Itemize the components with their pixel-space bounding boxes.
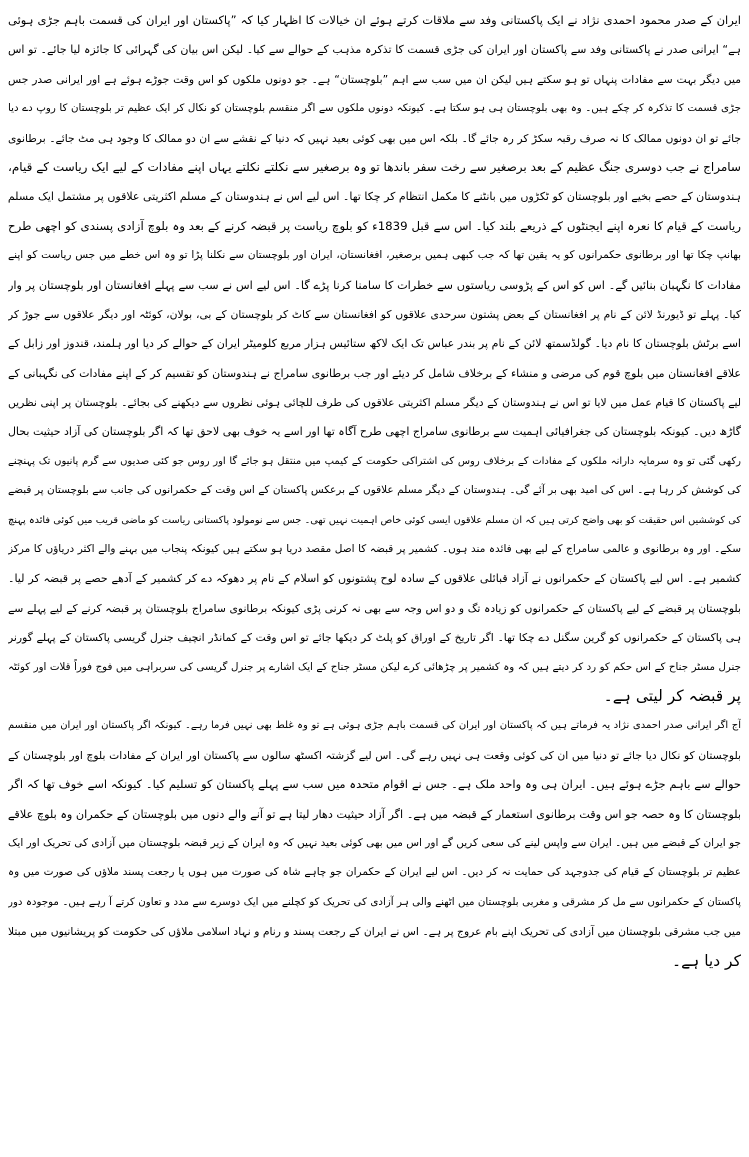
text-line: اسے برٹش بلوچستان کا نام دیا۔ گولڈسمتھ لائن کے نام پر بندر عباس تک ایک لاکھ ستائیس ہزار مربع کلومیٹر ایران کے حوالے کر دیا اور ہلمند، قندوز اور زابل کے bbox=[8, 337, 741, 351]
text-line: جائے تو ان دونوں ممالک کا نہ صرف رقبہ سکڑ کر رہ جائے گا۔ بلکہ اس میں بھی کوئی بعید نہیں کہ دنیا کے نقشے سے ان دو ممالک کا وجود ہی مٹ جائے۔ برطانوی bbox=[8, 131, 741, 145]
text-line: جڑی قسمت کا تذکرہ کر چکے ہیں۔ وہ بھی بلوچستان ہی ہو سکتا ہے۔ کیونکہ دونوں ملکوں سے اگر منقسم بلوچستان کو نکال کر ایک عظیم تر بلوچستان کا روپ دے دیا bbox=[8, 102, 741, 115]
text-line: کی کوشش کر رہا ہے۔ اس کی امید بھی بر آئے گی۔ ہندوستان کے دیگر مسلم علاقوں کے برعکس پاکستان کے اس وقت کے حکمرانوں کی جانب سے بلوچستان پر قبضے bbox=[8, 484, 741, 497]
text-line: گاڑھ دیں۔ کیونکہ بلوچستان کی جغرافیائی اہمیت سے برطانوی سامراج اچھی طرح آگاہ تھا اور اسے یہ خوف بھی لاحق تھا کہ اگر بلوچستان کی آزاد حیثیت بحال bbox=[8, 425, 741, 439]
text-line: ہندوستان کے حصے بخیے اور بلوچستان کو ٹکڑوں میں بانٹنے کا مکمل انتظام کر چکا تھا۔ اس لیے اس نے ہندوستان کے مسلم اکثریتی علاقوں پر مشتمل ایک مسلم bbox=[8, 190, 741, 204]
text-line: عظیم تر بلوچستان کے قیام کی جدوجہد کی حمایت نہ کر دیں۔ اس لیے ایران کے حکمران جو چاہے شاہ کی صورت میں ہوں یا رجعت پسند ملاؤں کی صورت میں وہ bbox=[8, 866, 741, 879]
text-line: سامراج نے جب دوسری جنگ عظیم کے بعد برصغیر سے رخت سفر باندھا تو وہ برصغیر سے نکلتے نکلتے یہاں اپنے مفادات کے لیے ایک ریاست کے قیام، bbox=[8, 159, 741, 174]
text-line: رکھی گئی تو وہ سرمایہ دارانہ ملکوں کے مفادات کے برخلاف روس کی اشتراکی حکومت کے کیمپ میں منتقل ہو جائے گا اور روس جو کئی صدیوں سے گرم پانیوں تک پہنچنے bbox=[8, 455, 741, 467]
text-line: ریاست کے قیام کا نعرہ اپنے ایجنٹوں کے ذریعے بلند کیا۔ اس سے قبل 1839ء کو بلوچ ریاست پر قبضہ کرنے کے بعد وہ بلوچ آزادی پسندی کو اچھی طرح bbox=[8, 218, 741, 233]
text-line: مفادات کا نگہبان بنائیں گے۔ اس کو اس کے پڑوسی ریاستوں سے خطرات کا سامنا کرنا پڑے گا۔ اس لیے اس نے سب سے پہلے افغانستان اور بلوچستان پر وار bbox=[8, 278, 741, 292]
text-line: پاکستان کے حکمرانوں سے مل کر مشرقی و مغربی بلوچستان میں اٹھنے والی ہر آزادی کی تحریک کو کچلنے میں ایک دوسرے سے مدد و تعاون کرتے آ رہے ہیں۔ موجودہ دور bbox=[8, 895, 741, 908]
paragraph-2 bbox=[8, 711, 741, 976]
text-line: ہی پاکستان کے حکمرانوں کو گرین سگنل دے چکا تھا۔ اگر تاریخ کے اوراق کو پلٹ کر دیکھا جائے تو اس وقت کے کمانڈر انچیف جنرل گریسی پاکستان کے پہلے گورنر bbox=[8, 631, 741, 645]
text-line: آج اگر ایرانی صدر احمدی نژاد یہ فرماتے ہیں کہ پاکستان اور ایران کی قسمت باہم جڑی ہوئی ہے تو وہ غلط بھی نہیں فرما رہے۔ کیونکہ اگر پاکستان اور ایران میں منقسم bbox=[8, 720, 741, 732]
text-line: جنرل مسٹر جناح کے اس حکم کو رد کر دیتے ہیں کہ وہ کشمیر پر چڑھائی کرے لیکن مسٹر جناح کے ایک اشارے پر جنرل گریسی کی سربراہی میں فوج فوراً قلات اور کوئٹہ bbox=[8, 660, 741, 673]
text-line: بھانپ چکا تھا اور برطانوی حکمرانوں کو یہ یقین تھا کہ جب کبھی ہمیں برصغیر، افغانستان، ایران اور بلوچستان سے نکلنا پڑا تو وہ اس خطے میں جس ریاست کو اپنے bbox=[8, 249, 741, 262]
text-line: کر دیا ہے۔ bbox=[672, 951, 741, 970]
text-line: سکے۔ اور وہ برطانوی و عالمی سامراج کے لیے بھی فائدہ مند ہوں۔ کشمیر پر قبضہ کا اصل مقصد دریا ہو سکتے ہیں کیونکہ پنجاب میں بہنے والے اکثر دریاؤں کا مرکز bbox=[8, 543, 741, 556]
text-line: جو ایران کے قبضے میں ہیں۔ ایران سے واپس لینے کی سعی کریں گے اور اس میں بھی کوئی بعید نہیں کہ وہ ایران کے زیر قبضہ بلوچستان میں آزادی کی تحریک اور ایک bbox=[8, 836, 741, 849]
paragraph-1 bbox=[8, 6, 741, 711]
text-line: حوالے سے باہم جڑے ہوئے ہیں۔ ایران ہی وہ واحد ملک ہے۔ جس نے اقوام متحدہ میں سب سے پہلے پاکستان کو تسلیم کیا۔ کیونکہ اسے خوف تھا کہ اگر bbox=[8, 777, 741, 792]
text-line: علاقے افغانستان میں بلوچ قوم کی مرضی و منشاء کے برخلاف شامل کر دیئے اور جب برطانوی سامراج نے ہندوستان کو تقسیم کر کے اپنے مفادات کی نگہبانی کے bbox=[8, 366, 741, 380]
text-line: بلوچستان کو نکال دیا جائے تو دنیا میں ان کی کوئی وقعت ہی نہیں رہے گی۔ اس لیے گزشتہ اکسٹھ سالوں سے پاکستان اور ایران کے مفادات بلوچ اور بلوچستان کے bbox=[8, 748, 741, 762]
text-line: کشمیر ہے۔ اس لیے پاکستان کے حکمرانوں نے آزاد قبائلی علاقوں کے سادہ لوح پشتونوں کو اسلام کے نام پر دھوکہ دے کر کشمیر کے آدھے حصے پر قبضہ کر لیا۔ bbox=[8, 572, 741, 586]
text-line: ہے“ ایرانی صدر نے پاکستانی وفد سے پاکستان اور ایران کی جڑی قسمت کا تذکرہ مذہب کے حوالے سے کیا۔ لیکن اس بیان کی گہرائی کا جائزہ لیا جائے۔ تو اس bbox=[8, 43, 741, 57]
text-line: بلوچستان پر قبضے کے لیے پاکستان کے حکمرانوں کو زیادہ تگ و دو اس وجہ سے بھی نہ کرنی پڑی کیونکہ برطانوی سامراج بلوچستان پر قبضہ کرنے کے لیے پہلے سے bbox=[8, 601, 741, 615]
text-line: میں دیگر بہت سے مفادات پنہاں تو ہو سکتے ہیں لیکن ان میں سب سے اہم ”بلوچستان“ ہے۔ جو دونوں ملکوں کو اس وقت جوڑے ہوئے ہے اور ایرانی صدر جس bbox=[8, 72, 741, 86]
text-line: میں جب مشرقی بلوچستان میں آزادی کی تحریک اپنے بام عروج پر ہے۔ اس نے ایران کے رجعت پسند و رنام و نہاد اسلامی ملاؤں کی حکومت کو پریشانیوں میں مبتلا bbox=[8, 925, 741, 939]
text-line: لیے پاکستان کا قیام عمل میں لایا تو اس نے ہندوستان کے دیگر مسلم اکثریتی علاقوں کی طرف للچائی ہوئی نظروں سے دیکھنے کی بجائے۔ بلوچستان پر اپنی نظریں bbox=[8, 396, 741, 410]
text-line: ایران کے صدر محمود احمدی نژاد نے ایک پاکستانی وفد سے ملاقات کرتے ہوئے ان خیالات کا اظہار کیا کہ ”پاکستان اور ایران کی قسمت باہم جڑی ہوئی bbox=[8, 13, 741, 27]
text-line: پر قبضہ کر لیتی ہے۔ bbox=[603, 686, 741, 705]
text-line: بلوچستان کا وہ حصہ جو اس وقت برطانوی استعمار کے قبضہ میں ہے۔ اگر آزاد حیثیت دھار لیتا ہے تو آنے والے دنوں میں بلوچستان کے حکمران وہ بلوچ علاقے bbox=[8, 807, 741, 821]
text-line: کیا۔ پہلے تو ڈیورنڈ لائن کے نام پر افغانستان کے بعض پشتون سرحدی علاقوں کو افغانستان سے کاٹ کر بلوچستان کے بی، بولان، کوئٹہ اور دیگر علاقوں سے جوڑ کر bbox=[8, 307, 741, 321]
text-line: کی کوششیں اس حقیقت کو بھی واضح کرتی ہیں کہ ان مسلم علاقوں ایسی کوئی خاص اہمیت نہیں تھی۔ جس سے نومولود پاکستانی ریاست کو ماضی قریب میں کوئی فائدہ پہنچ bbox=[8, 514, 741, 526]
